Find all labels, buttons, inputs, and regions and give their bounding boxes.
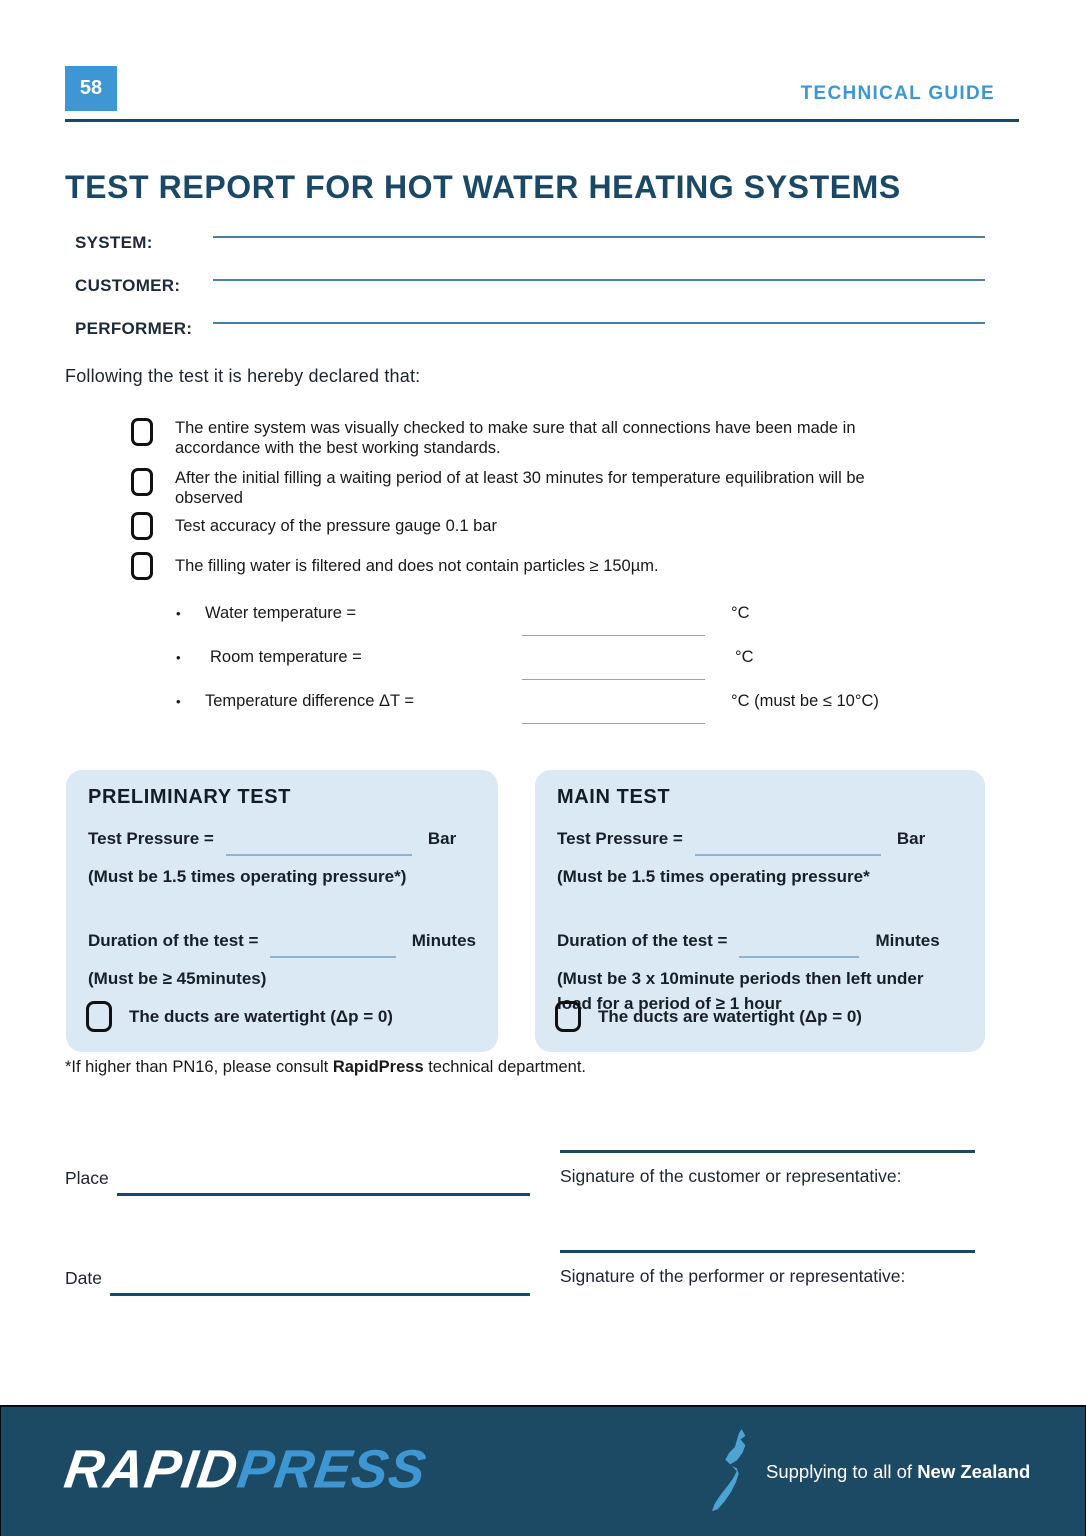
logo-press-text: PRESS [233,1439,431,1500]
preliminary-test-title: PRELIMINARY TEST [88,786,291,808]
measurement-row [176,604,750,626]
checklist-item [131,418,951,458]
customer-input-line[interactable] [213,279,985,281]
measurement-row [176,692,879,714]
performer-input-line[interactable] [213,322,985,324]
watertight-checkbox[interactable] [555,1001,581,1032]
test-pressure-input-line[interactable] [226,840,412,856]
duration-unit: Minutes [411,931,476,950]
pressure-row [88,829,476,849]
place-row [65,1168,530,1189]
declaration-intro: Following the test it is hereby declared that: [65,366,421,386]
system-label: SYSTEM: [75,233,153,252]
customer-label: CUSTOMER: [75,276,181,295]
room-temperature-label: Room temperature = [210,648,362,666]
footer [0,1405,1086,1536]
room-temperature-unit: °C [735,648,754,666]
test-pressure-unit: Bar [427,829,457,848]
footnote-prefix: *If higher than PN16, please consult [65,1058,333,1076]
temperature-difference-label: Temperature difference ΔT = [205,692,414,710]
duration-unit: Minutes [875,931,940,950]
checklist-item [131,512,951,540]
watertight-label: The ducts are watertight (Δp = 0) [129,1006,393,1026]
header-divider [65,119,1019,122]
bullet-icon: • [176,650,181,665]
checklist-item-label: The entire system was visually checked to make sure that all connections have been made in accordance with the best working standards. [175,419,856,457]
performer-signature-line[interactable] [560,1250,975,1253]
watertight-row [86,1001,393,1032]
main-test-panel [535,770,985,1052]
checkbox-waiting-period[interactable] [131,468,153,496]
date-input-line[interactable] [110,1282,530,1296]
footnote-brand: RapidPress [332,1058,424,1076]
checklist-item-label: Test accuracy of the pressure gauge 0.1 bar [175,517,497,535]
pressure-note: (Must be 1.5 times operating pressure*) [88,867,407,886]
checklist-item-label: After the initial filling a waiting period of at least 30 minutes for temperature equilibration will be observed [175,469,865,507]
water-temperature-unit: °C [731,604,750,622]
rapidpress-logo [61,1438,431,1500]
checkbox-visual-check[interactable] [131,418,153,446]
logo-rapid-text: RAPID [60,1439,243,1500]
customer-signature-label: Signature of the customer or representative: [560,1166,902,1186]
header-title: TECHNICAL GUIDE [800,83,995,104]
checkbox-gauge-accuracy[interactable] [131,512,153,540]
duration-row [88,931,476,951]
checklist-item [131,552,951,580]
test-pressure-unit: Bar [896,829,926,848]
duration-note: (Must be 3 x 10minute periods then left under load for a period of ≥ 1 hour [557,969,924,1013]
duration-input-line[interactable] [739,942,859,958]
pressure-note: (Must be 1.5 times operating pressure* [557,867,870,886]
tagline-bold: New Zealand [917,1460,1031,1482]
date-row [65,1268,530,1289]
footer-tagline-group [711,1426,1030,1518]
pressure-row [557,829,963,849]
watertight-label: The ducts are watertight (Δp = 0) [598,1006,862,1026]
customer-signature-line[interactable] [560,1150,975,1153]
date-label: Date [65,1268,102,1288]
water-temperature-label: Water temperature = [205,604,357,622]
duration-row [557,931,963,951]
pn16-footnote [65,1058,586,1077]
footnote-suffix: technical department. [423,1058,586,1076]
duration-label: Duration of the test = [88,931,259,950]
duration-note: (Must be ≥ 45minutes) [88,969,267,988]
checklist-item-label: The filling water is filtered and does not contain particles ≥ 150µm. [175,557,659,575]
footer-tagline [766,1461,1030,1483]
test-pressure-input-line[interactable] [695,840,881,856]
page-title: TEST REPORT FOR HOT WATER HEATING SYSTEMS [65,169,901,205]
performer-label: PERFORMER: [75,319,193,338]
place-input-line[interactable] [117,1182,530,1196]
system-input-line[interactable] [213,236,985,238]
water-temperature-input-line[interactable] [522,614,705,636]
checklist-item [131,468,951,508]
checkbox-filtered-water[interactable] [131,552,153,580]
bullet-icon: • [176,606,181,621]
watertight-row [555,1001,862,1032]
duration-label: Duration of the test = [557,931,728,950]
room-temperature-input-line[interactable] [522,658,705,680]
main-test-title: MAIN TEST [557,786,671,808]
page-number-badge: 58 [65,66,117,111]
watertight-checkbox[interactable] [86,1001,112,1032]
measurement-row [176,648,754,670]
new-zealand-map-icon [711,1426,753,1518]
tagline-prefix: Supplying to all of [766,1460,918,1482]
bullet-icon: • [176,694,181,709]
performer-signature-label: Signature of the performer or representative: [560,1266,906,1286]
temperature-difference-input-line[interactable] [522,702,705,724]
place-label: Place [65,1168,109,1188]
test-pressure-label: Test Pressure = [557,829,683,848]
test-pressure-label: Test Pressure = [88,829,214,848]
duration-input-line[interactable] [270,942,395,958]
temperature-difference-unit: °C (must be ≤ 10°C) [731,692,879,710]
preliminary-test-panel [66,770,498,1052]
